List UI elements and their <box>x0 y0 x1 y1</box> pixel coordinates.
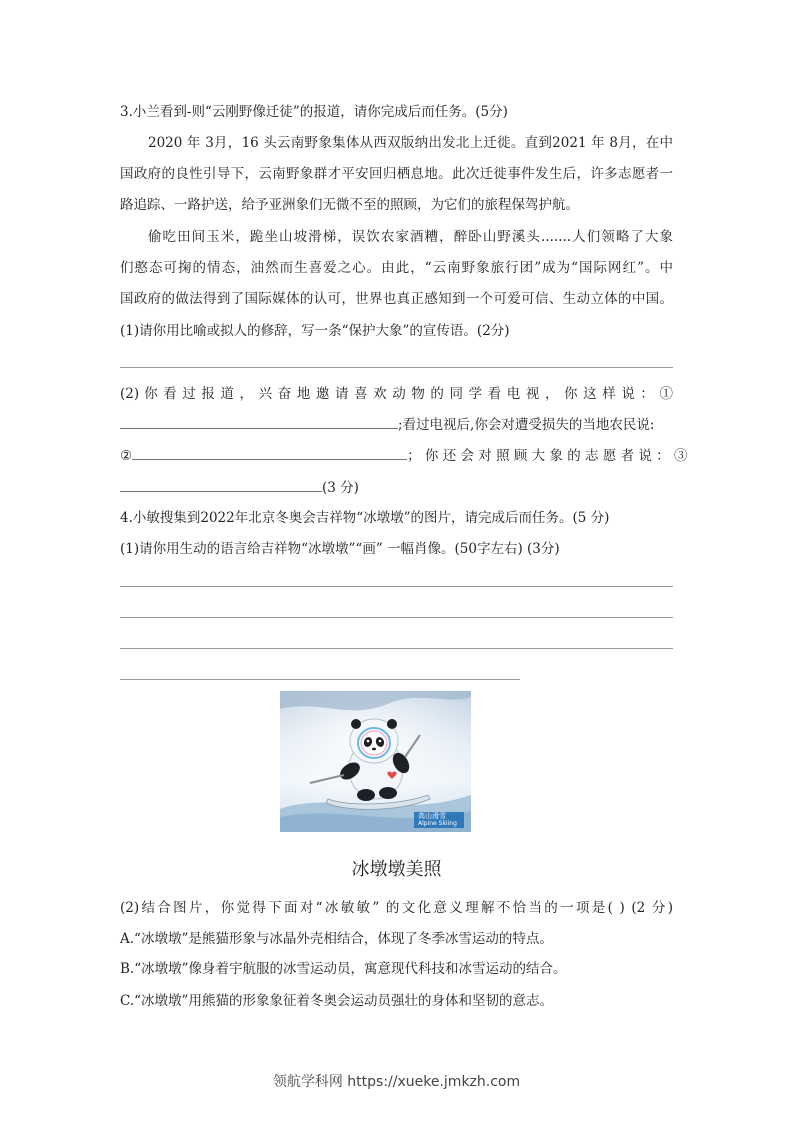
q3-paragraph2-line3: 国政府的做法得到了国际媒体的认可，世界也真正感知到一个可爱可信、生动立体的中国。 <box>120 291 673 307</box>
answer-blank-3[interactable] <box>120 477 322 492</box>
q3-paragraph2-line2: 们憨态可掬的情态，油然而生喜爱之心。由此，“云南野象旅行团”成为“国际网红”。中 <box>120 260 673 276</box>
option-c[interactable]: C.“冰墩墩”用熊猫的形象象征着冬奥会运动员强壮的身体和坚韧的意志。 <box>120 993 553 1009</box>
q3-subquestion1: (1)请你用比喻或拟人的修辞，写一条“保护大象”的宣传语。(2分) <box>120 323 510 339</box>
q4-answer-line-3 <box>120 648 673 649</box>
option-a[interactable]: A.“冰墩墩”是熊猫形象与冰晶外壳相结合，体现了冬季冰雪运动的特点。 <box>120 931 553 947</box>
q3-title: 3.小兰看到-则“云刚野像迁徒”的报道，请你完成后而任务。(5分) <box>120 104 508 120</box>
q3-subquestion2-line3-text: ； 你 还 会 对 照 顾 大 象 的 志 愿 者 说 ： ③ <box>407 448 688 464</box>
q4-title: 4.小敏搜集到2022年北京冬奥会吉祥物“冰墩墩”的图片，请完成后而任务。(5 分) <box>120 510 610 526</box>
q3-subquestion2-line4 <box>120 477 359 498</box>
q3-answer-line <box>120 367 673 368</box>
q3-paragraph2-line1: 偷吃田间玉米，跪坐山坡滑梯，误饮农家酒糟，醉卧山野溪头.......人们领略了大象 <box>148 229 673 245</box>
bing-dwen-dwen-photo <box>280 691 471 832</box>
q4-subquestion2: (2)结合图片，你觉得下面对“冰敏敏” 的文化意义理解不恰当的一项是( ) (2 分) <box>120 900 673 916</box>
circled-2: ② <box>120 448 133 464</box>
q3-subquestion2-line3 <box>120 445 688 466</box>
q3-paragraph1-line3: 路追踪、一路护送，给予亚洲象们无微不至的照顾，为它们的旅程保驾护航。 <box>120 197 579 213</box>
option-b[interactable]: B.“冰墩墩”像身着宇航服的冰雪运动员，寓意现代科技和冰雪运动的结合。 <box>120 961 567 977</box>
q3-score: (3 分) <box>322 480 359 496</box>
q3-paragraph1-line1: 2020 年 3月，16 头云南野象集体从西双版纳出发北上迁徙。直到2021 年 8月，在中 <box>148 135 673 151</box>
q4-answer-line-2 <box>120 617 673 618</box>
q3-subquestion2-line2 <box>120 414 654 435</box>
photo-label-en: Alpine Skiing <box>418 820 457 827</box>
q3-subquestion2-line2-text: ;看过电视后,你会对遭受损失的当地农民说: <box>398 417 655 433</box>
q3-subquestion2-line1: (2) 你 看 过 报 道 ， 兴 奋 地 邀 请 喜 欢 动 物 的 同 学 看 电 视 ， 你 这 样 说 ： ① <box>120 386 673 402</box>
answer-blank-2[interactable] <box>132 445 407 460</box>
footer-watermark: 领航学科网 https://xueke.jmkzh.com <box>272 1074 521 1090</box>
q3-paragraph1-line2: 国政府的良性引导下，云南野象群才平安回归栖息地。此次迁徙事件发生后，许多志愿者一 <box>120 166 673 182</box>
mascot-illustration <box>280 691 471 832</box>
photo-label-cn: 高山滑雪 <box>418 812 446 820</box>
q4-subquestion1: (1)请你用生动的语言给吉祥物“冰墩墩”“画” 一幅肖像。(50字左右) (3分) <box>120 541 560 557</box>
q4-answer-line-1 <box>120 586 673 587</box>
answer-blank-1[interactable] <box>120 414 398 429</box>
photo-caption: 冰墩墩美照 <box>351 859 442 880</box>
q4-answer-line-4 <box>120 679 520 680</box>
